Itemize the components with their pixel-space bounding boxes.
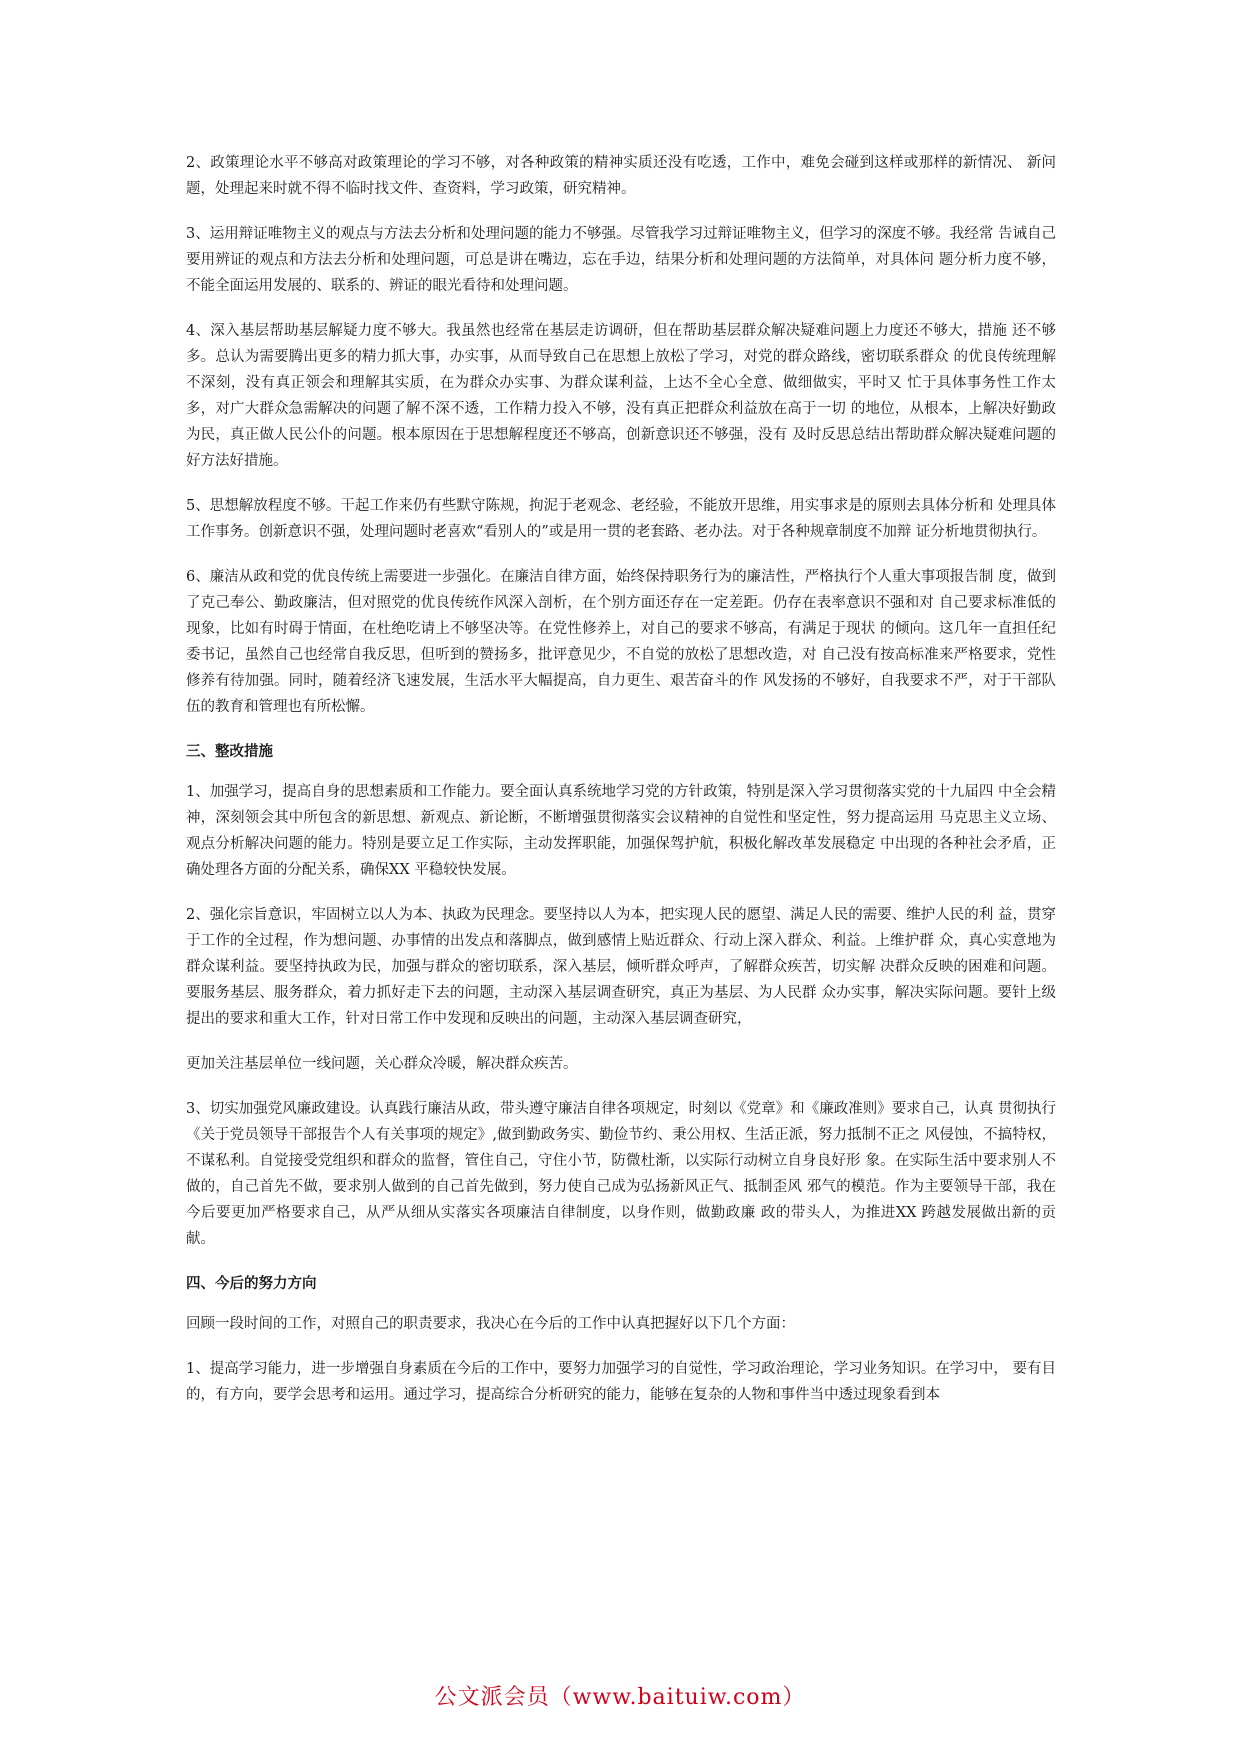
section-heading-rectification: 三、整改措施 <box>186 744 273 760</box>
footer-watermark: 公文派会员（www.baituiw.com） <box>434 1685 806 1710</box>
paragraph-policy-theory: 2、政策理论水平不够高对政策理论的学习不够，对各种政策的精神实质还没有吃透，工作中，难免会碰到这样或那样的新情况、 新问题，处理起来时就不得不临时找文件、查资料，学习政策，研究精神。 <box>186 155 1056 197</box>
paragraph-learning-ability: 1、提高学习能力，进一步增强自身素质在今后的工作中，要努力加强学习的自觉性，学习政治理论，学习业务知识。在学习中， 要有目的，有方向，要学会思考和运用。通过学习，提高综合分析研究的能力，能够在复杂的人物和事件当中透过现象看到本 <box>186 1361 1056 1403</box>
paragraph-clean-governance: 6、廉洁从政和党的优良传统上需要进一步强化。在廉洁自律方面，始终保持职务行为的廉洁性，严格执行个人重大事项报告制 度，做到了克己奉公、勤政廉洁，但对照党的优良传统作风深入剖析，在个别方面还存在一定差距。仍存在表率意识不强和对 自己要求标准低的现象，比如有时碍于情面，在杜绝吃请上不够坚决等。在党性修养上，对自己的要求不够高，有满足于现状 的倾向。这几年一直担任纪委书记，虽然自己也经常自我反思，但听到的赞扬多，批评意见少，不自觉的放松了思想改造，对 自己没有按高标准来严格要求，党性修养有待加强。同时，随着经济飞速发展，生活水平大幅提高，自力更生、艰苦奋斗的作 风发扬的不够好，自我要求不严，对于干部队伍的教育和管理也有所松懈。 <box>186 569 1056 715</box>
paragraph-review-intro: 回顾一段时间的工作，对照自己的职责要求，我决心在今后的工作中认真把握好以下几个方面： <box>186 1316 795 1332</box>
paragraph-grassroots-concern: 更加关注基层单位一线问题，关心群众冷暖，解决群众疾苦。 <box>186 1056 578 1072</box>
paragraph-purpose-awareness: 2、强化宗旨意识，牢固树立以人为本、执政为民理念。要坚持以人为本，把实现人民的愿望、满足人民的需要、维护人民的利 益，贯穿于工作的全过程，作为想问题、办事情的出发点和落脚点，做到感情上贴近群众、行动上深入群众、利益。上维护群 众，真心实意地为群众谋利益。要坚持执政为民，加强与群众的密切联系，深入基层，倾听群众呼声，了解群众疾苦，切实解 决群众反映的困难和问题。要服务基层、服务群众，着力抓好走下去的问题，主动深入基层调查研究，真正为基层、为人民群 众办实事，解决实际问题。要针上级提出的要求和重大工作，针对日常工作中发现和反映出的问题，主动深入基层调查研究， <box>186 907 1056 1027</box>
paragraph-dialectical-materialism: 3、运用辩证唯物主义的观点与方法去分析和处理问题的能力不够强。尽管我学习过辩证唯物主义，但学习的深度不够。我经常 告诫自己要用辨证的观点和方法去分析和处理问题，可总是讲在嘴边，忘在手边，结果分析和处理问题的方法简单，对具体问 题分析力度不够，不能全面运用发展的、联系的、辨证的眼光看待和处理问题。 <box>186 226 1056 294</box>
paragraph-party-conduct: 3、切实加强党风廉政建设。认真践行廉洁从政，带头遵守廉洁自律各项规定，时刻以《党章》和《廉政准则》要求自己，认真 贯彻执行《关于党员领导干部报告个人有关事项的规定》,做到勤政务实、勤俭节约、秉公用权、生活正派，努力抵制不正之 风侵蚀，不搞特权，不谋私利。自觉接受党组织和群众的监督，管住自己，守住小节，防微杜渐，以实际行动树立自身良好形 象。在实际生活中要求别人不做的，自己首先不做，要求别人做到的自己首先做到，努力使自己成为弘扬新风正气、抵制歪风 邪气的模范。作为主要领导干部，我在今后要更加严格要求自己，从严从细从实落实各项廉洁自律制度，以身作则，做勤政廉 政的带头人，为推进XX 跨越发展做出新的贡献。 <box>186 1101 1056 1247</box>
paragraph-thought-liberation: 5、思想解放程度不够。干起工作来仍有些默守陈规，拘泥于老观念、老经验，不能放开思维，用实事求是的原则去具体分析和 处理具体工作事务。创新意识不强，处理问题时老喜欢“看别人的”或是用一贯的老套路、老办法。对于各种规章制度不加辩 证分析地贯彻执行。 <box>186 498 1056 540</box>
paragraph-strengthen-study: 1、加强学习，提高自身的思想素质和工作能力。要全面认真系统地学习党的方针政策，特别是深入学习贯彻落实党的十九届四 中全会精神，深刻领会其中所包含的新思想、新观点、新论断，不断增强贯彻落实会议精神的自觉性和坚定性，努力提高运用 马克思主义立场、观点分析解决问题的能力。特别是要立足工作实际，主动发挥职能，加强保驾护航，积极化解改革发展稳定 中出现的各种社会矛盾，正确处理各方面的分配关系，确保XX 平稳较快发展。 <box>186 784 1056 878</box>
paragraph-grassroots-help: 4、深入基层帮助基层解疑力度不够大。我虽然也经常在基层走访调研，但在帮助基层群众解决疑难问题上力度还不够大，措施 还不够多。总认为需要腾出更多的精力抓大事，办实事，从而导致自己在思想上放松了学习，对党的群众路线，密切联系群众 的优良传统理解不深刻，没有真正领会和理解其实质，在为群众办实事、为群众谋利益，上达不全心全意、做细做实，平时又 忙于具体事务性工作太多，对广大群众急需解决的问题了解不深不透，工作精力投入不够，没有真正把群众利益放在高于一切 的地位，从根本，上解决好勤政为民，真正做人民公仆的问题。根本原因在于思想解程度还不够高，创新意识还不够强，没有 及时反思总结出帮助群众解决疑难问题的好方法好措施。 <box>186 323 1056 469</box>
section-heading-future-direction: 四、今后的努力方向 <box>186 1276 317 1292</box>
document-body <box>186 150 1056 1427</box>
